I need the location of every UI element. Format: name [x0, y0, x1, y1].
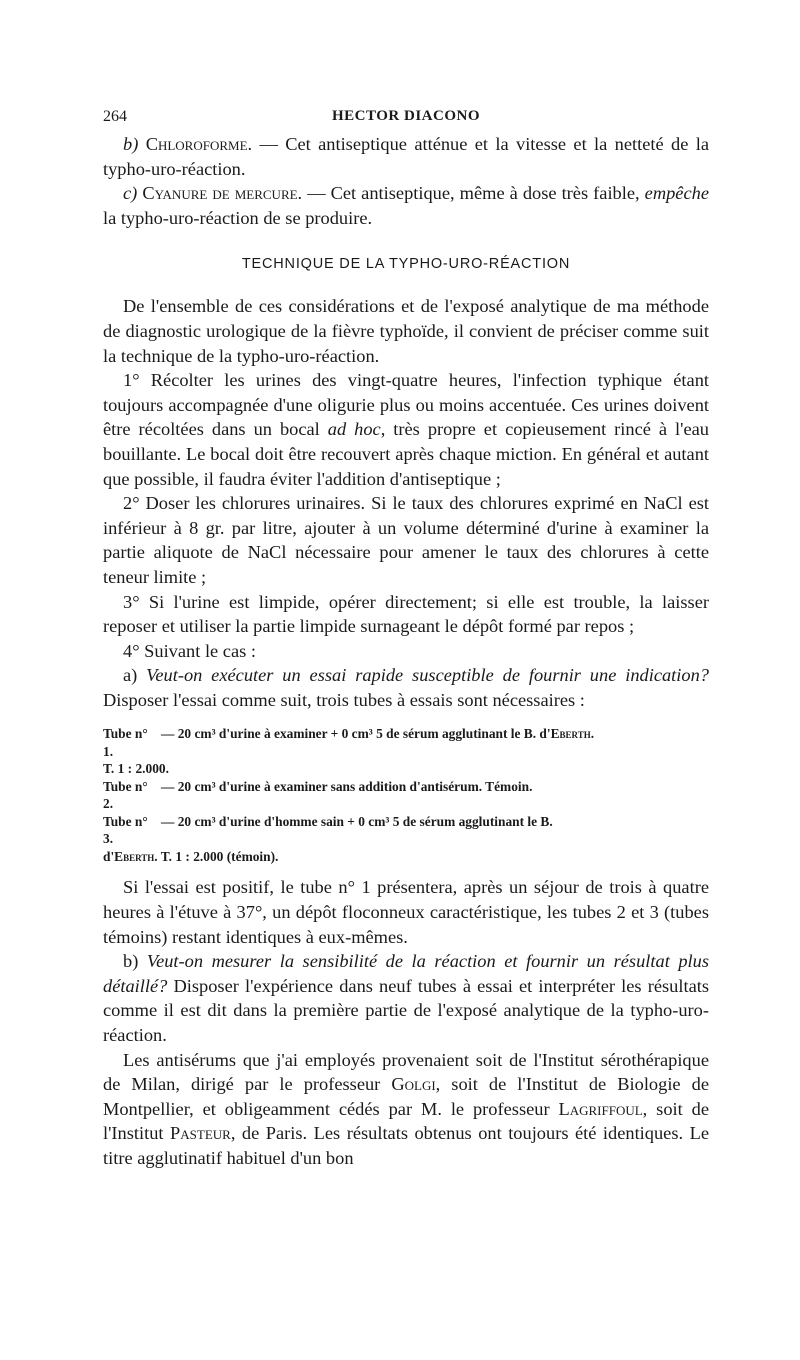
term-cyanure: Cyanure de mercure.	[142, 183, 303, 204]
name-lagriffoul: Lagriffoul	[558, 1098, 643, 1119]
paragraph-intro: De l'ensemble de ces considérations et de l'exposé analytique de ma méthode de diagnostic urologique de la fièvre typhoïde, il convient de préciser comme suit la technique de la typho-uro-réaction.	[103, 296, 709, 366]
name-pasteur: Pasteur	[170, 1123, 231, 1144]
page-number: 264	[103, 108, 127, 125]
tube-list	[103, 725, 709, 865]
page-header	[103, 102, 709, 132]
running-title: HECTOR DIACONO	[332, 108, 480, 124]
term-chloroforme: Chloroforme.	[145, 134, 253, 154]
item-b-chloroforme: b) Chloroforme. — Cet antiseptique atténue et la vitesse et la netteté de la typho-uro-réaction.	[103, 134, 709, 179]
item-c-cyanure: c) Cyanure de mercure. — Cet antiseptique, même à dose très faible, empêche la typho-uro-réaction de se produire.	[103, 183, 709, 228]
case-a: a) Veut-on exécuter un essai rapide susceptible de fournir une indication? Disposer l'essai comme suit, trois tubes à essais sont nécessaires :	[103, 665, 709, 710]
step-1: 1° Récolter les urines des vingt-quatre heures, l'infection typhique étant toujours accompagnée d'une oligurie plus ou moins accentuée. Ces urines doivent être récoltées dans un bocal ad hoc, très propre et copieusement rincé à l'eau bouillante. Le bocal doit être recouvert après chaque miction. En général et autant que possible, il faudra éviter l'addition d'antiseptique ;	[103, 370, 709, 489]
name-golgi: Golgi	[391, 1074, 436, 1095]
step-4-intro: 4° Suivant le cas :	[123, 640, 256, 661]
tube-1: Tube n° 1. — 20 cm³ d'urine à examiner + 0 cm³ 5 de sérum agglutinant le B. d'Eberth. T. 1 : 2.000.	[103, 726, 595, 777]
section-heading: TECHNIQUE DE LA TYPHO-URO-RÉACTION	[241, 256, 571, 273]
case-b: b) Veut-on mesurer la sensibilité de la réaction et fournir un résultat plus détaillé? Disposer l'expérience dans neuf tubes à essai et interpréter les résultats comme il est dit dans la première partie de l'exposé analytique de la typho-uro-réaction.	[103, 951, 709, 1046]
tube-2: Tube n° 2. — 20 cm³ d'urine à examiner sans addition d'antisérum. Témoin.	[103, 778, 533, 812]
step-2: 2° Doser les chlorures urinaires. Si le taux des chlorures exprimé en NaCl est inférieur à 8 gr. par litre, ajouter à un volume déterminé d'urine à examiner la partie aliquote de NaCl nécessaire pour amener le taux des chlorures à cette teneur limite ;	[103, 493, 709, 587]
paragraph-antiserums: Les antisérums que j'ai employés provenaient soit de l'Institut sérothérapique de Milan, dirigé par le professeur Golgi, soit de l'Institut de Biologie de Montpellier, et obligeamment cédés par M. le professeur Lagriffoul, soit de l'Institut Pasteur, de Paris. Les résultats obtenus ont toujours été identiques. Le titre agglutinatif habituel d'un bon	[103, 1049, 709, 1168]
tube-3: Tube n° 3. — 20 cm³ d'urine d'homme sain + 0 cm³ 5 de sérum agglutinant le B. d'Eberth. T. 1 : 2.000 (témoin).	[103, 813, 553, 864]
step-3: 3° Si l'urine est limpide, opérer directement; si elle est trouble, la laisser reposer et utiliser la partie limpide surnageant le dépôt formé par repos ;	[103, 591, 709, 637]
document-page	[103, 102, 709, 1171]
paragraph-positive: Si l'essai est positif, le tube n° 1 présentera, après un séjour de trois à quatre heures à l'étuve à 37°, un dépôt floconneux caractéristique, les tubes 2 et 3 (tubes témoins) restant identiques à eux-mêmes.	[103, 877, 709, 947]
